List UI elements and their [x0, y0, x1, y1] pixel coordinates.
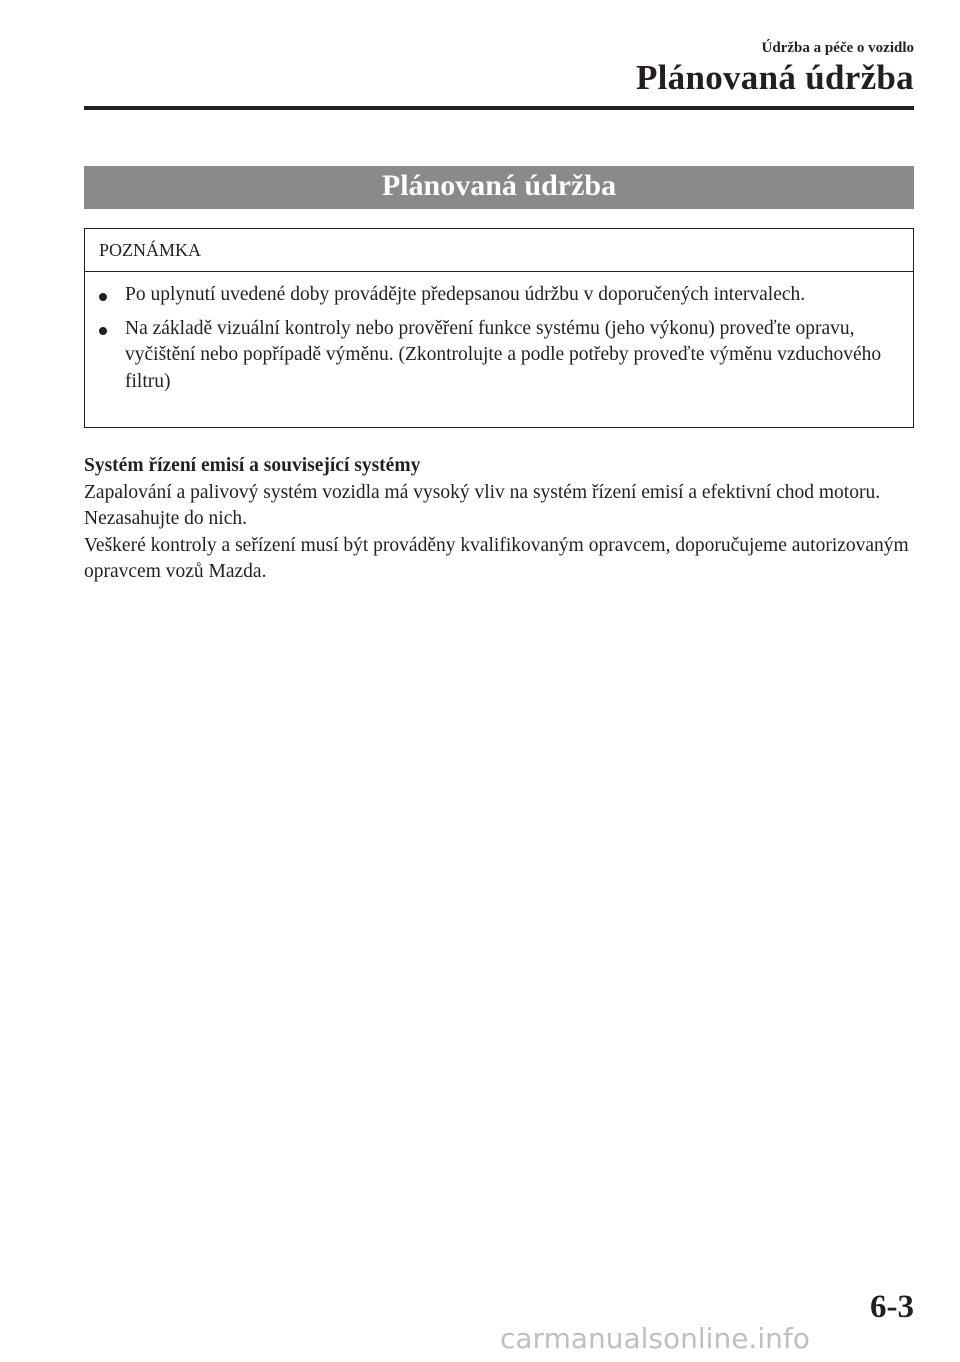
- note-list: [85, 272, 913, 395]
- note-box: [84, 228, 914, 428]
- note-item: [99, 316, 899, 396]
- header-rule: [84, 106, 914, 110]
- bullet-icon: [99, 293, 107, 301]
- running-header-title: Plánovaná údržba: [635, 58, 914, 97]
- bullet-icon: [99, 327, 107, 335]
- note-heading: POZNÁMKA: [85, 229, 913, 272]
- note-item-text: Po uplynutí uvedené doby provádějte předepsanou údržbu v doporučených intervalech.: [125, 284, 806, 305]
- note-item-text: Na základě vizuální kontroly nebo prověření funkce systému (jeho výkonu) proveďte opravu, vyčištění nebo popřípadě výměnu. (Zkontrolujte a podle potřeby proveďte výměnu vzduchového filtru): [125, 317, 882, 392]
- section-paragraph: Veškeré kontroly a seřízení musí být prováděny kvalifikovaným opravcem, doporučujeme autorizovaným opravcem vozů Mazda.: [84, 534, 909, 582]
- running-header-section: Údržba a péče o vozidlo: [761, 40, 914, 56]
- section-paragraph: Zapalování a palivový systém vozidla má vysoký vliv na systém řízení emisí a efektivní chod motoru. Nezasahujte do nich.: [84, 481, 881, 529]
- note-item: [99, 282, 899, 309]
- page-number: 6-3: [870, 1289, 914, 1325]
- watermark: carmanualsonline.info: [500, 1322, 810, 1355]
- section-banner: Plánovaná údržba: [84, 166, 914, 209]
- section-heading: Systém řízení emisí a související systémy: [84, 455, 421, 476]
- emission-section: [84, 453, 914, 586]
